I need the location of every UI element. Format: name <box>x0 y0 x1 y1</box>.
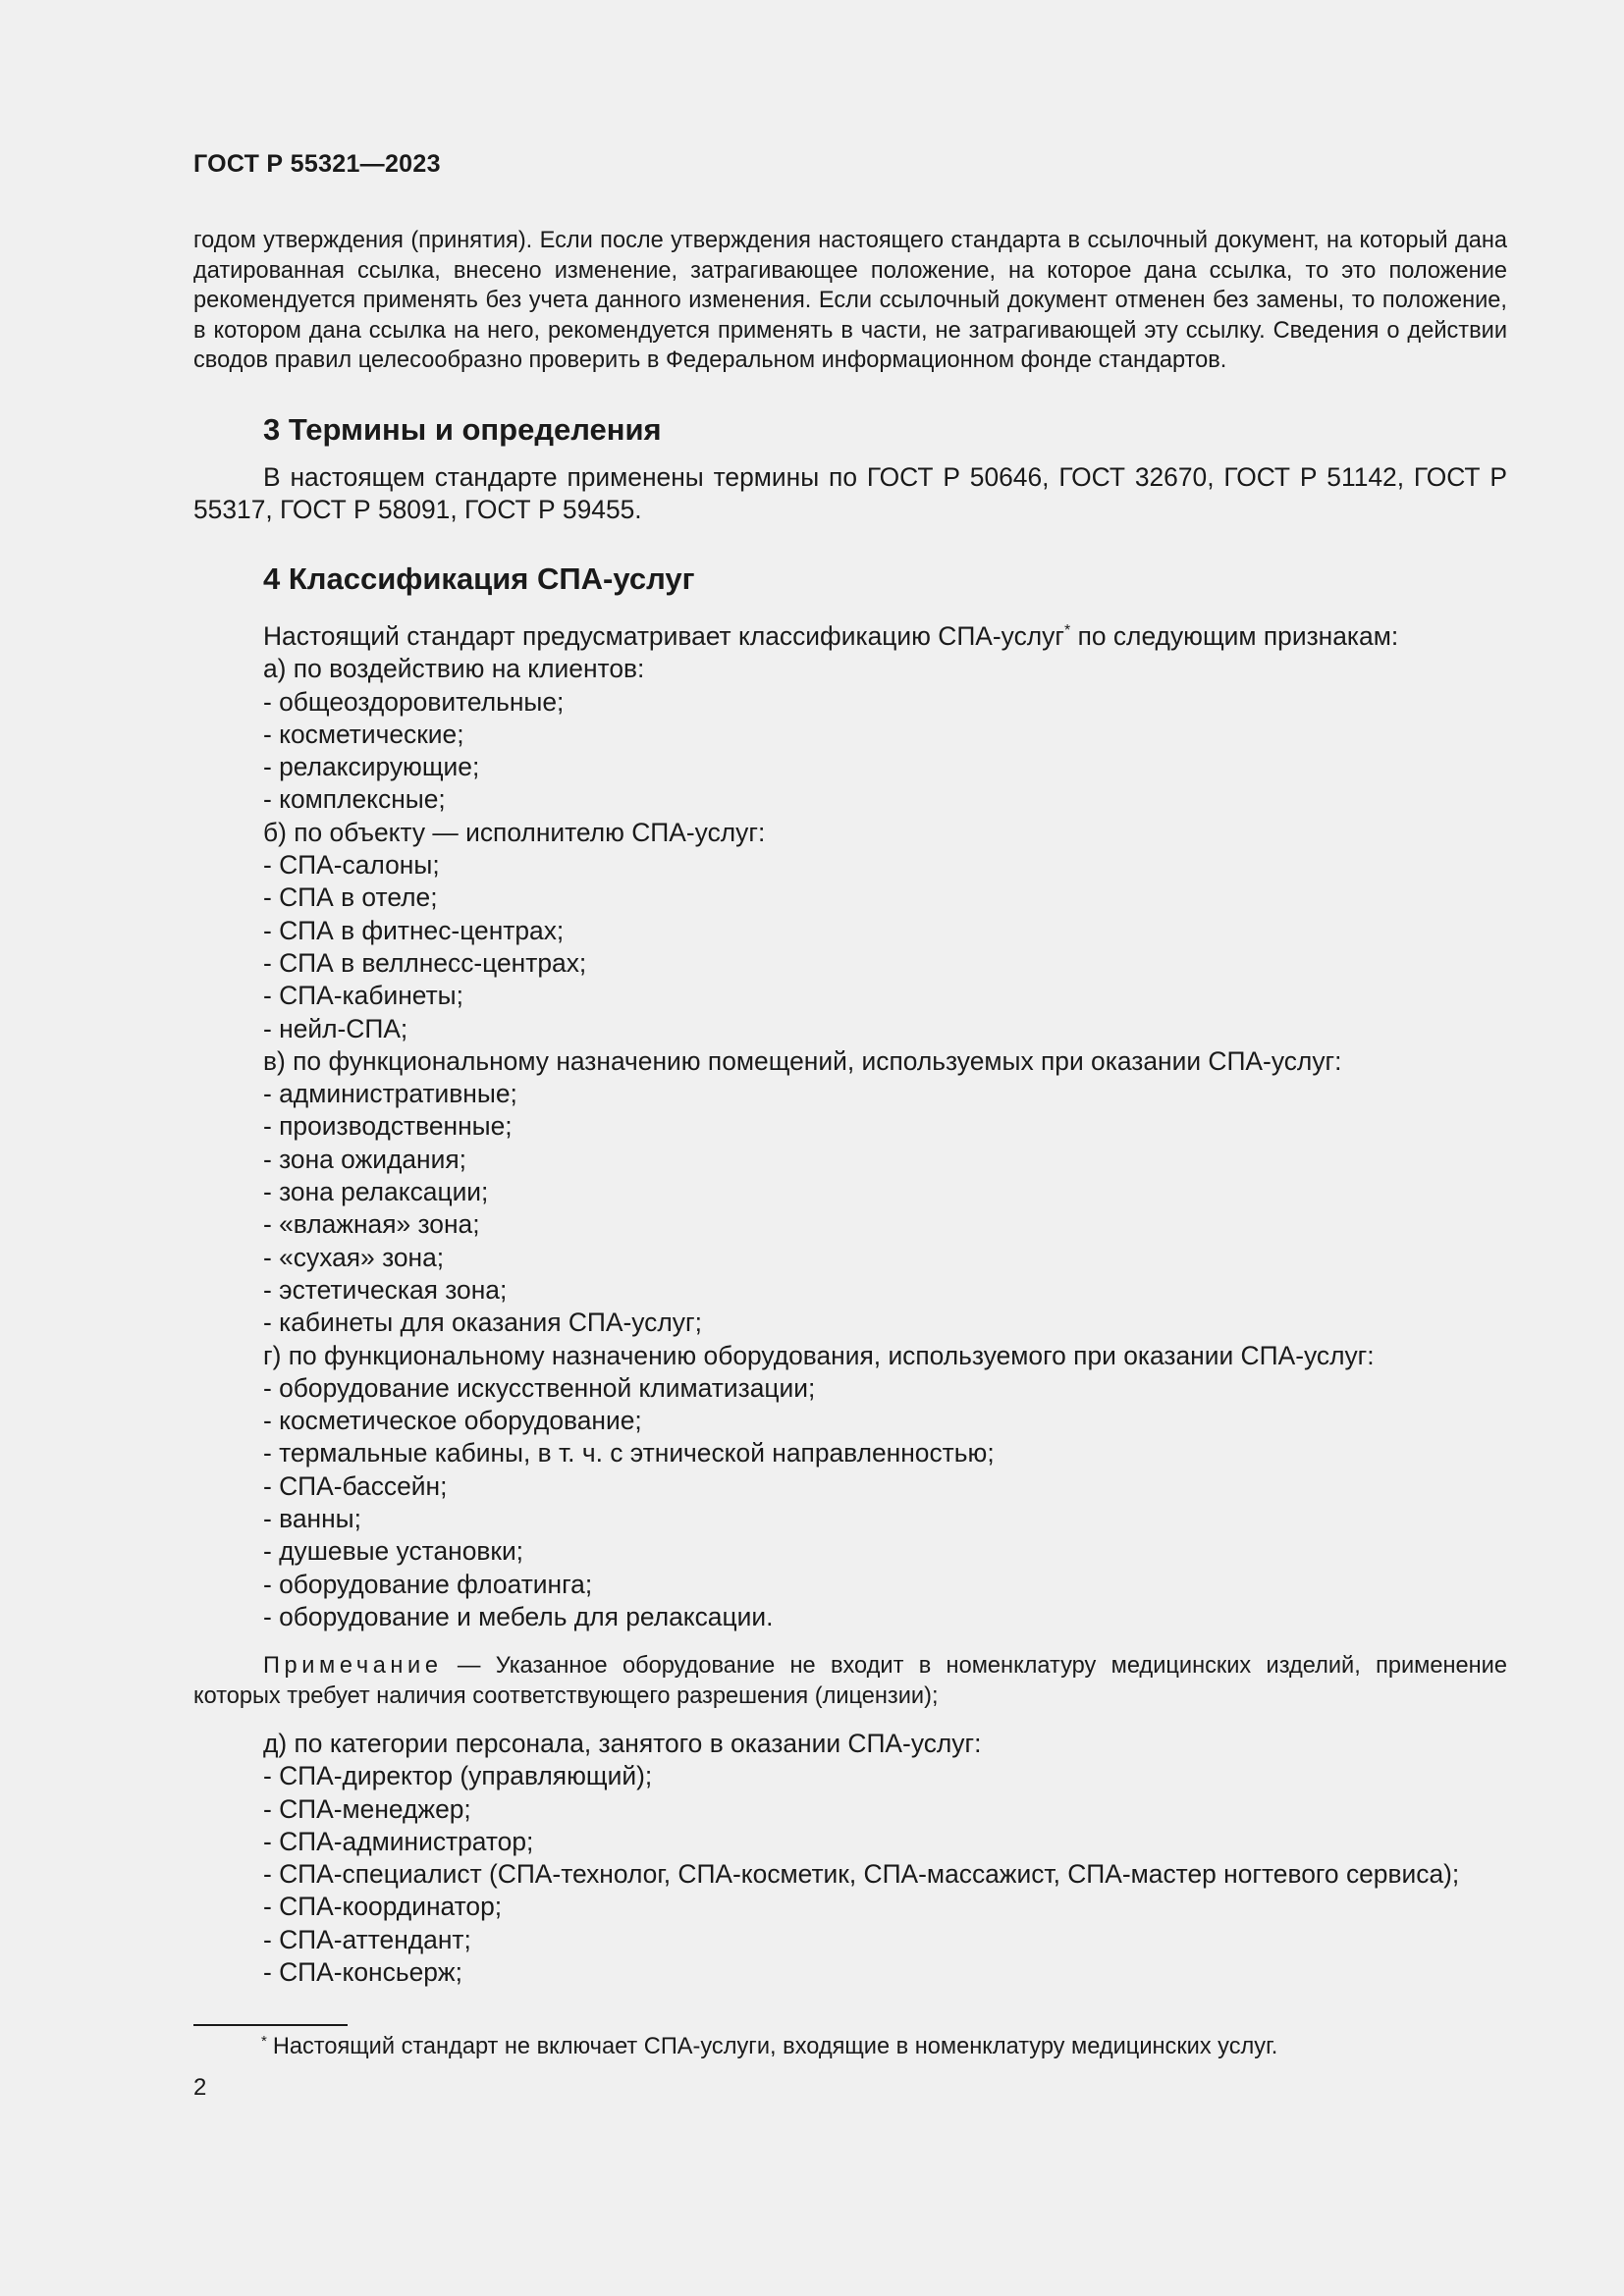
list-item: - кабинеты для оказания СПА-услуг; <box>263 1308 702 1338</box>
page-number: 2 <box>193 2074 207 2101</box>
document-header: ГОСТ Р 55321—2023 <box>193 150 441 178</box>
list-item: - административные; <box>263 1079 517 1109</box>
list-item: - СПА-координатор; <box>263 1892 503 1922</box>
list-item: - косметическое оборудование; <box>263 1406 642 1436</box>
footnote-marker[interactable]: * <box>1064 622 1071 639</box>
classification-list <box>263 620 1520 1633</box>
list-item: - СПА-аттендант; <box>263 1924 471 1954</box>
list-item: - производственные; <box>263 1111 513 1142</box>
section-3-heading: 3 Термины и определения <box>263 412 662 447</box>
list-item: б) по объекту — исполнителю СПА-услуг: <box>263 817 766 847</box>
list-item: - нейл-СПА; <box>263 1013 408 1043</box>
intro-text: годом утверждения (принятия). Если после утверждения настоящего стандарта в ссылочный документ, на который дана датированная ссылка, внесено изменение, затрагивающее положение, на которое дана ссылка, то это положение рекомендуется применять без учета данного изменения. Если ссылочный документ отменен без замены, то положение, в котором дана ссылка на него, рекомендуется применять в части, не затрагивающей эту ссылку. Сведения о действии сводов правил целесообразно проверить в Федеральном информационном фонде стандартов. <box>193 228 1507 374</box>
list-item: - ванны; <box>263 1504 361 1534</box>
footnote-text: Настоящий стандарт не включает СПА-услуги, входящие в номенклатуру медицинских услуг. <box>272 2034 1278 2059</box>
list-item: - оборудование флоатинга; <box>263 1569 593 1599</box>
list-item: - СПА в фитнес-центрах; <box>263 915 565 945</box>
note-paragraph <box>193 1651 1507 1711</box>
list-item: д) по категории персонала, занятого в оказании СПА-услуг: <box>263 1729 982 1758</box>
list-item: - СПА-бассейн; <box>263 1470 448 1501</box>
list-item: - зона ожидания; <box>263 1144 466 1174</box>
list-item: - оборудование и мебель для релаксации. <box>263 1601 774 1631</box>
list-item: а) по воздействию на клиентов: <box>263 654 645 684</box>
list-item: - косметические; <box>263 719 464 749</box>
section-3-text: В настоящем стандарте применены термины по ГОСТ Р 50646, ГОСТ 32670, ГОСТ Р 51142, ГОСТ Р 55317, ГОСТ Р 58091, ГОСТ Р 59455. <box>193 462 1507 524</box>
list-item: - релаксирующие; <box>263 752 480 782</box>
list-item: - зона релаксации; <box>263 1177 489 1207</box>
lead-text-end: по следующим признакам: <box>1070 621 1399 651</box>
list-item: - общеоздоровительные; <box>263 686 565 717</box>
list-item: в) по функциональному назначению помещений, используемых при оказании СПА-услуг: <box>263 1045 1342 1076</box>
list-item: - СПА-специалист (СПА-технолог, СПА-косметик, СПА-массажист, СПА-мастер ногтевого сервиса); <box>263 1859 1460 1890</box>
list-item: - СПА-администратор; <box>263 1826 534 1856</box>
list-item: - эстетическая зона; <box>263 1274 508 1305</box>
list-item: г) по функциональному назначению оборудования, используемого при оказании СПА-услуг: <box>263 1340 1375 1370</box>
lead-text: Настоящий стандарт предусматривает классификацию СПА-услуг <box>263 621 1064 651</box>
list-item: - душевые установки; <box>263 1536 524 1567</box>
list-item: - СПА-директор (управляющий); <box>263 1761 653 1791</box>
footnote <box>261 2032 1277 2061</box>
list-item: - СПА-кабинеты; <box>263 981 463 1011</box>
note-label: Примечание <box>263 1653 443 1679</box>
list-item: - СПА в отеле; <box>263 882 438 913</box>
staff-category-list <box>263 1728 1520 1989</box>
list-item: - СПА в веллнесс-центрах; <box>263 947 587 978</box>
classification-lead <box>263 620 1520 653</box>
list-item: - оборудование искусственной климатизации; <box>263 1372 816 1403</box>
footnote-separator <box>193 2024 348 2026</box>
footnote-mark: * <box>261 2033 267 2050</box>
list-item: - «сухая» зона; <box>263 1242 445 1272</box>
note-text: — Указанное оборудование не входит в номенклатуру медицинских изделий, применение которых требует наличия соответствующего разрешения (лицензии); <box>193 1653 1507 1709</box>
list-item: - СПА-консьерж; <box>263 1957 462 1988</box>
section-4-heading: 4 Классификация СПА-услуг <box>263 561 695 596</box>
list-item: - СПА-менеджер; <box>263 1793 471 1824</box>
list-item: - термальные кабины, в т. ч. с этнической направленностью; <box>263 1438 995 1468</box>
intro-paragraph <box>193 226 1507 376</box>
list-item: - «влажная» зона; <box>263 1209 480 1240</box>
list-item: - СПА-салоны; <box>263 850 440 881</box>
list-item: - комплексные; <box>263 784 446 815</box>
